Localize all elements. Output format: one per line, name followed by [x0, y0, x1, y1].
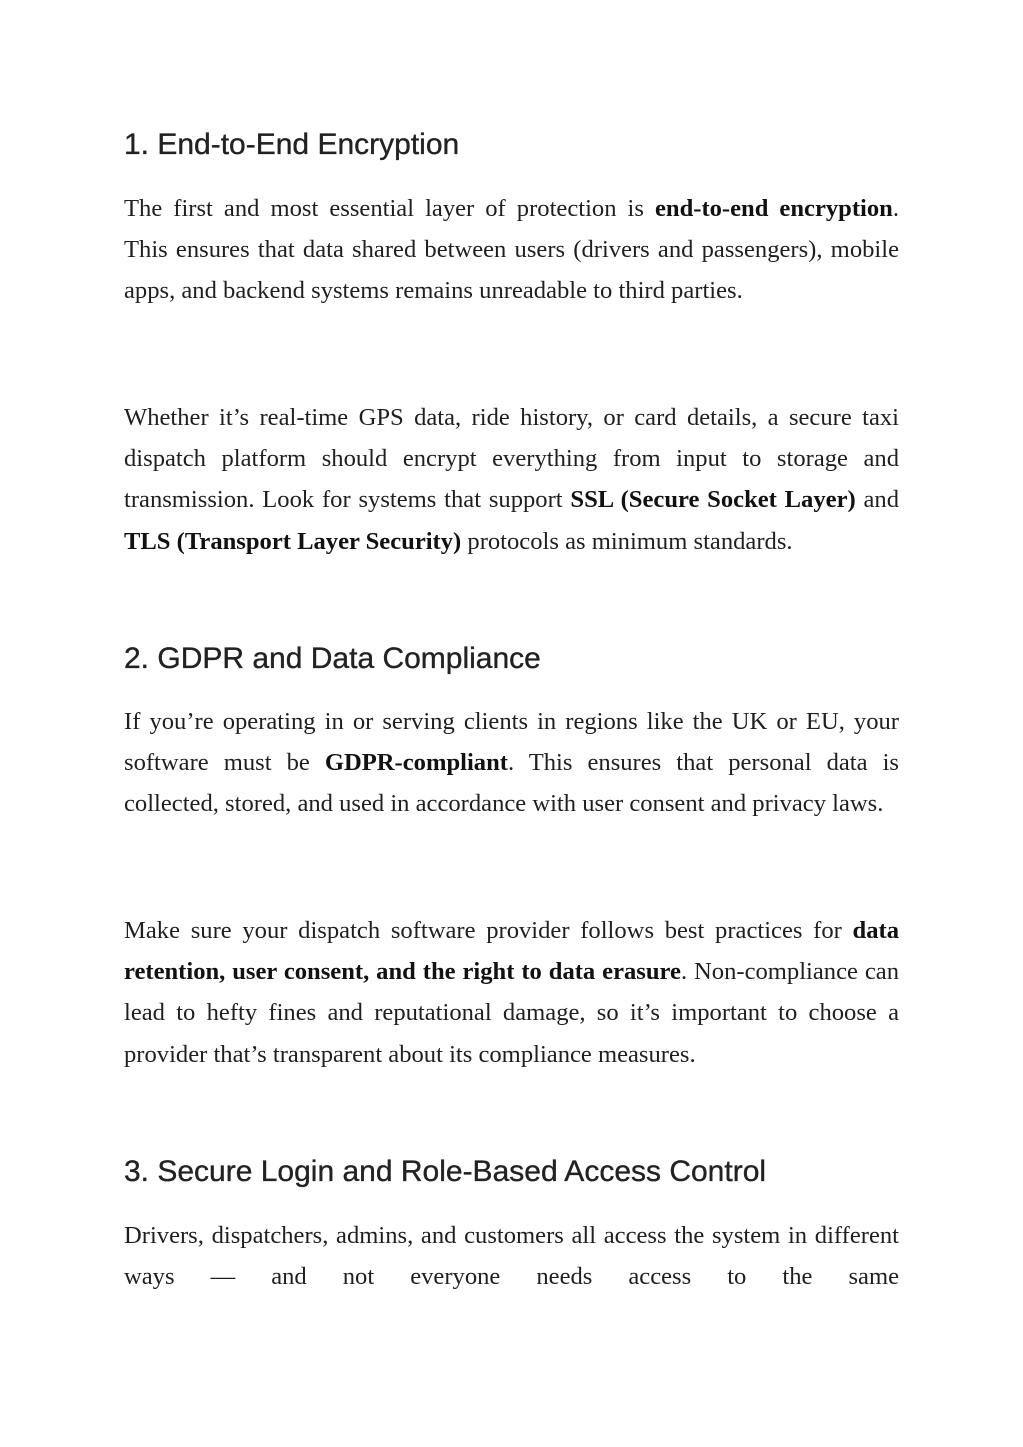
text: protocols as minimum standards. [461, 527, 793, 555]
text: and [855, 486, 899, 514]
bold-text: TLS (Transport Layer Security) [124, 527, 462, 555]
section-heading-access-control: 3. Secure Login and Role-Based Access Control [124, 1155, 767, 1188]
bold-text: GDPR-compliant [324, 749, 508, 777]
text: If you’re operating in or serving clients in regions like the UK or EU, your software must be [124, 708, 899, 777]
paragraph-encryption-standards [124, 397, 899, 562]
paragraph-gdpr-intro [124, 701, 899, 825]
bold-text: data retention, user consent, and the right to data erasure [124, 917, 899, 986]
paragraph-gdpr-practices [124, 910, 899, 1075]
text: Drivers, dispatchers, admins, and customers all access the system in different ways — and not everyone needs access to the same [124, 1222, 899, 1291]
text: . Non-compliance can lead to hefty fines and reputational damage, so it’s important to choose a provider that’s transparent about its compliance measures. [124, 958, 899, 1068]
text: Whether it’s real-time GPS data, ride history, or card details, a secure taxi dispatch platform should encrypt everything from input to storage and transmission. Look for systems that support [124, 404, 899, 514]
paragraph-encryption-intro [124, 188, 899, 312]
bold-text: end-to-end encryption [654, 195, 893, 222]
text: . This ensures that data shared between users (drivers and passengers), mobile apps, and backend systems remains unreadable to third parties. [124, 195, 899, 305]
text: Make sure your dispatch software provider follows best practices for [124, 917, 853, 944]
bold-text: SSL (Secure Socket Layer) [570, 486, 856, 514]
section-heading-gdpr: 2. GDPR and Data Compliance [124, 642, 541, 675]
text: The first and most essential layer of protection is [124, 195, 655, 222]
text: . This ensures that personal data is collected, stored, and used in accordance with user consent and privacy laws. [124, 749, 899, 818]
paragraph-access-control-intro [124, 1215, 899, 1297]
section-heading-encryption: 1. End-to-End Encryption [124, 128, 460, 161]
